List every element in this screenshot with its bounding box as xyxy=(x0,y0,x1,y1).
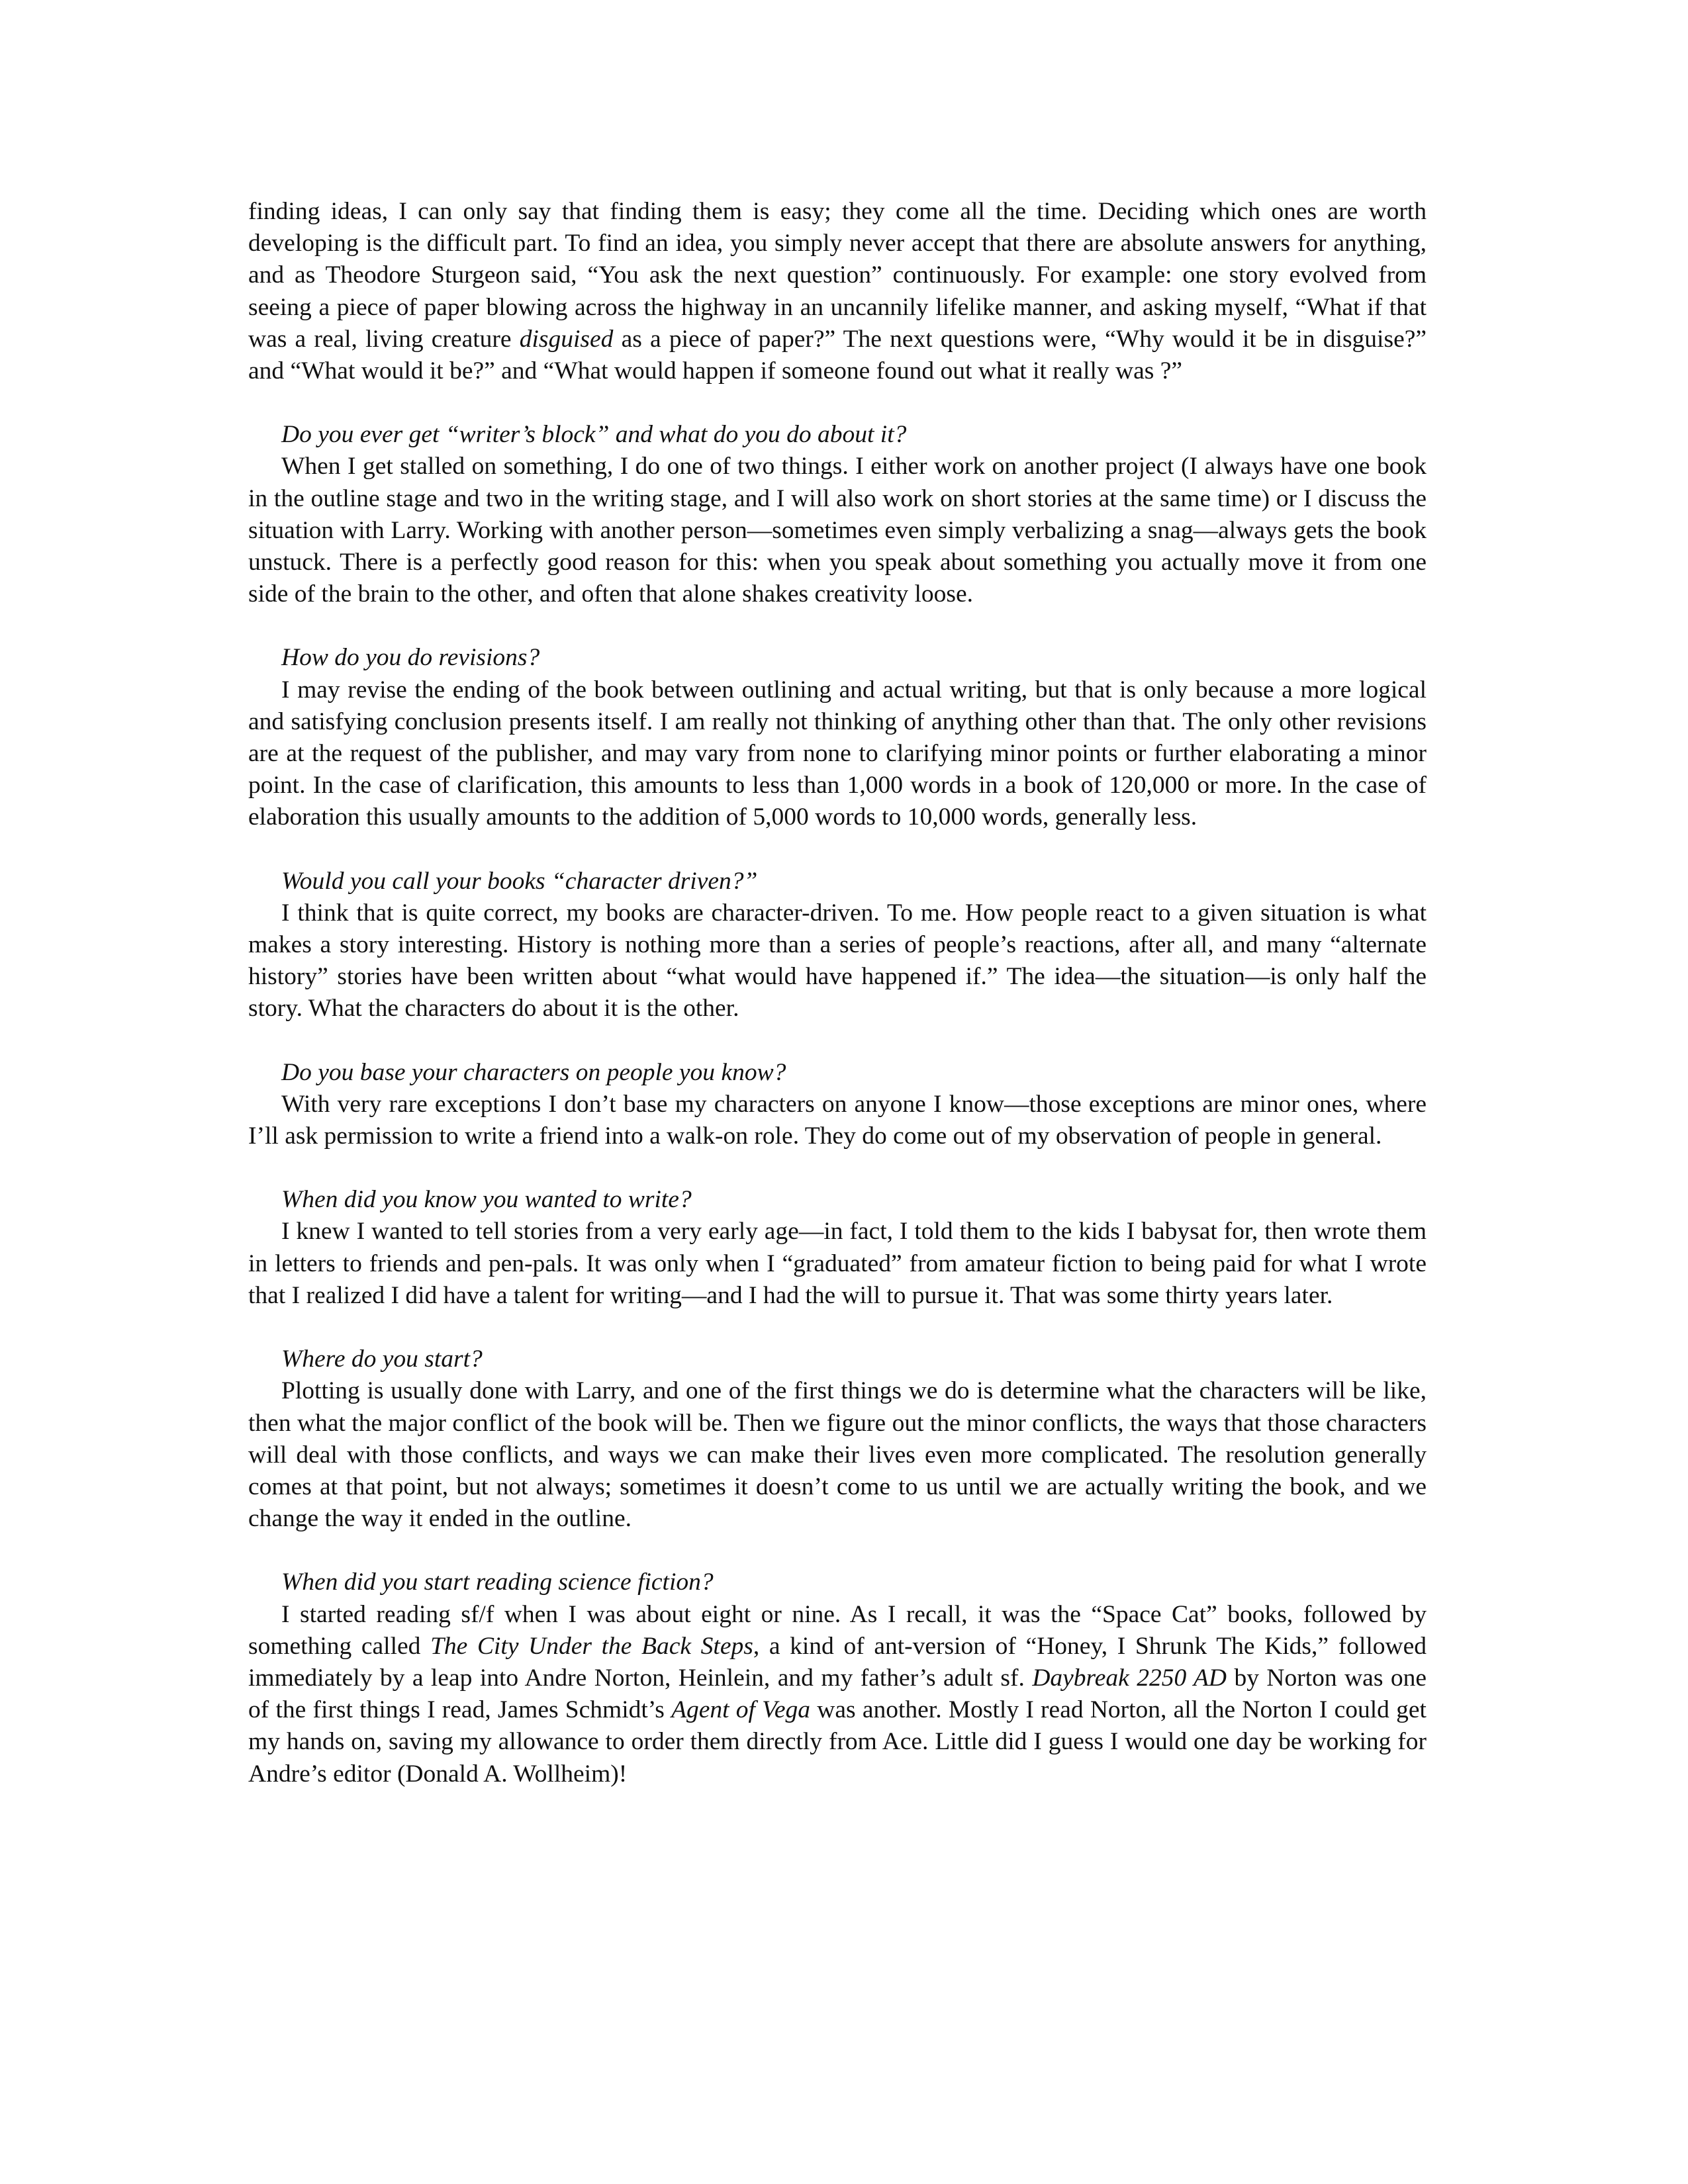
qa-block-revisions xyxy=(248,642,1427,833)
answer-text: by Norton was one of the first things I read, James Schmidt’s xyxy=(248,1664,1427,1724)
book-title: Agent of Vega xyxy=(671,1696,811,1724)
book-title: Daybreak 2250 AD xyxy=(1032,1664,1227,1692)
qa-block-characters-people xyxy=(248,1057,1427,1153)
answer-paragraph: I knew I wanted to tell stories from a very early age—in fact, I told them to the kids I babysat for, then wrote them in letters to friends and pen-pals. It was only when I “graduated” from amateur fiction to being paid for what I wrote that I realized I did have a talent for writing—and I had the will to pursue it. That was some thirty years later. xyxy=(248,1218,1427,1309)
intro-text-after: as a piece of paper?” The next questions were, “Why would it be in disguise?” and “What would it be?” and “What would happen if someone found out what it really was ?” xyxy=(248,325,1427,385)
answer-paragraph: When I get stalled on something, I do one of two things. I either work on another project (I always have one book in the outline stage and two in the writing stage, and I will also work on short stories at the same time) or I discuss the situation with Larry. Working with another person—sometimes even simply verbalizing a snag—always gets the book unstuck. There is a perfectly good reason for this: when you speak about something you actually move it from one side of the brain to the other, and often that alone shakes creativity loose. xyxy=(248,453,1427,608)
question-heading: Do you base your characters on people you know? xyxy=(281,1058,786,1086)
answer-paragraph: Plotting is usually done with Larry, and one of the first things we do is determine what the characters will be like, then what the major conflict of the book will be. Then we figure out the minor conflicts, the ways that those characters will deal with those conflicts, and ways we can make their lives even more complicated. The resolution generally comes at that point, but not always; sometimes it doesn’t come to us until we are actually writing the book, and we change the way it ended in the outline. xyxy=(248,1377,1427,1533)
question-heading: Would you call your books “character driven?” xyxy=(281,867,758,895)
question-heading: When did you know you wanted to write? xyxy=(281,1186,692,1214)
question-heading: How do you do revisions? xyxy=(281,644,540,672)
question-heading: When did you start reading science fiction? xyxy=(281,1569,714,1596)
intro-text: finding ideas, I can only say that finding them is easy; they come all the time. Deciding which ones are worth developing is the difficult part. To find an idea, you simply never accept that there are absolute answers for anything, and as Theodore Sturgeon said, “You ask the next question” continuously. For example: one story evolved from seeing a piece of paper blowing across the highway in an uncannily lifelike manner, and asking myself, “What if that was a real, living creature xyxy=(248,198,1427,353)
question-heading: Where do you start? xyxy=(281,1345,483,1373)
answer-paragraph xyxy=(248,1599,1427,1790)
answer-paragraph: I think that is quite correct, my books are character-driven. To me. How people react to a given situation is what makes a story interesting. History is nothing more than a series of people’s reactions, after all, and many “alternate history” stories have been written about “what would have happened if.” The idea—the situation—is only half the story. What the characters do about it is the other. xyxy=(248,899,1427,1023)
answer-text: was another. Mostly I read Norton, all the Norton I could get my hands on, saving my allowance to order them directly from Ace. Little did I guess I would one day be working for Andre’s editor (Donald A. Wollheim)! xyxy=(248,1696,1427,1788)
qa-block-where-start xyxy=(248,1343,1427,1535)
answer-paragraph: With very rare exceptions I don’t base my characters on anyone I know—those exceptions are minor ones, where I’ll ask permission to write a friend into a walk-on role. They do come out of my observation of people in general. xyxy=(248,1090,1427,1150)
intro-emphasis: disguised xyxy=(519,325,614,353)
qa-block-wanted-to-write xyxy=(248,1184,1427,1312)
document-page xyxy=(248,196,1427,1790)
answer-text: , a kind of ant-version of “Honey, I Shrunk The Kids,” followed immediately by a leap into Andre Norton, Heinlein, and my father’s adult sf. xyxy=(248,1632,1427,1692)
qa-block-writers-block xyxy=(248,419,1427,610)
intro-paragraph xyxy=(248,196,1427,387)
question-heading: Do you ever get “writer’s block” and what do you do about it? xyxy=(281,421,907,449)
qa-block-reading-sf xyxy=(248,1567,1427,1790)
answer-paragraph: I may revise the ending of the book between outlining and actual writing, but that is only because a more logical and satisfying conclusion presents itself. I am really not thinking of anything other than that. The only other revisions are at the request of the publisher, and may vary from none to clarifying minor points or further elaborating a minor point. In the case of clarification, this amounts to less than 1,000 words in a book of 120,000 or more. In the case of elaboration this usually amounts to the addition of 5,000 words to 10,000 words, generally less. xyxy=(248,676,1427,831)
book-title: The City Under the Back Steps xyxy=(430,1632,753,1660)
qa-block-character-driven xyxy=(248,866,1427,1025)
answer-text: I started reading sf/f when I was about eight or nine. As I recall, it was the “Space Cat” books, followed by something called xyxy=(248,1600,1427,1660)
